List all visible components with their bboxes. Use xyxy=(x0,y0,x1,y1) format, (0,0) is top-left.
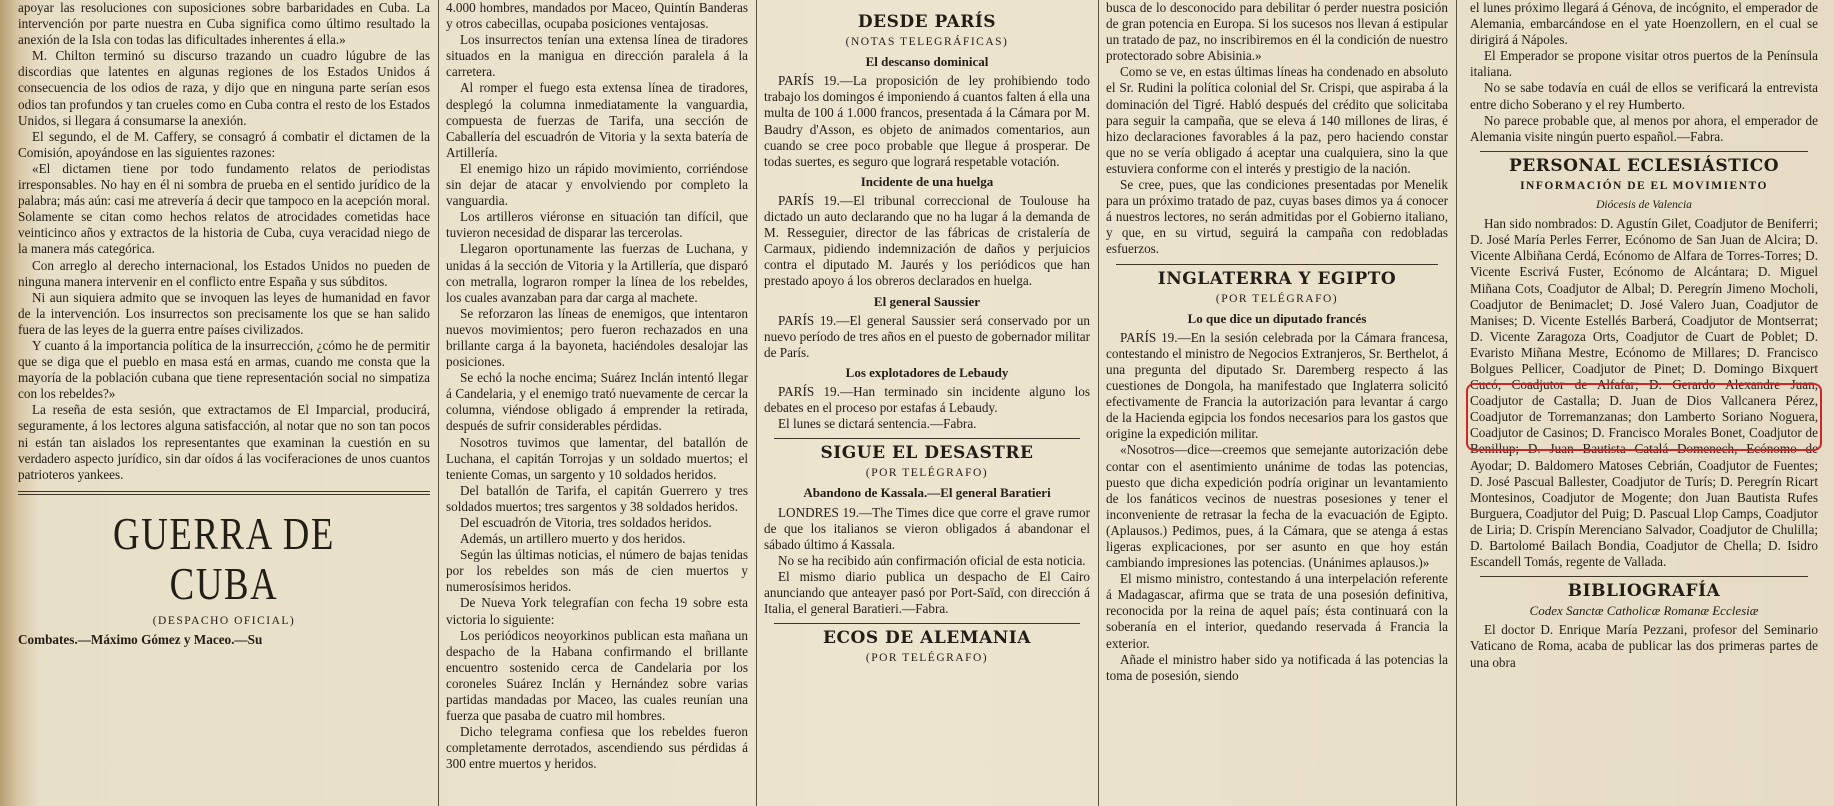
section-divider xyxy=(18,491,430,495)
col1-paragraphs xyxy=(18,0,430,483)
section-heading-ecos-de-alemania: ECOS DE ALEMANIA xyxy=(823,628,1031,649)
section-divider xyxy=(1116,264,1438,265)
section-heading-desde-paris: DESDE PARÍS xyxy=(857,12,997,32)
paragraph: PARÍS 19.—La proposición de ley prohibiendo todo trabajo los domingos é imponiendo á cuantos falten á ella una multa de 100 á 1.000 francos, presentada á la Cámara por M. Baudry d'Asson, es objeto de animados comentarios, aun cuando se cree poco probable que llegue á prosperar. De todas suertes, es seguro que logrará respetable votación. xyxy=(764,73,1090,169)
paragraph: El doctor D. Enrique María Pezzani, profesor del Seminario Vaticano de Roma, acaba de publicar las dos primeras partes de una obra xyxy=(1470,622,1818,670)
paragraph: Como se ve, en estas últimas líneas ha condenado en absoluto el Sr. Rudini la política colonial del Sr. Crispi, que aspiraba á la dominación del Tigré. Habló después del crédito que solicitaba para seguir la campaña, que se eleva á 140 millones de liras, é hizo declaraciones favorables á la paz, pero haciendo constar que no se vería obligado á aceptar una cualquiera, sino la que estuviera conforme con el interés y prestigio de la nación. xyxy=(1106,64,1448,176)
paragraph: PARÍS 19.—El general Saussier será conservado por un nuevo período de tres años en el puesto de gobernador militar de París. xyxy=(764,312,1090,360)
paragraph: No parece probable que, al menos por ahora, el emperador de Alemania visite ningún puerto español.—Fabra. xyxy=(1470,112,1818,144)
paragraph: Y cuanto á la importancia política de la insurrección, ¿cómo he de permitir que se diga que el pueblo en masa está en armas, cuando me consta que la mayoría de la población cubana que tiene representación social no simpatiza con los rebeldes?» xyxy=(18,337,430,402)
article-title: Lo que dice un diputado francés xyxy=(1187,310,1367,326)
section-divider xyxy=(1480,151,1808,152)
paragraph: El lunes se dictará sentencia.—Fabra. xyxy=(778,416,977,432)
paragraph: No se ha recibido aún confirmación oficial de esta noticia. xyxy=(778,552,1086,568)
paragraph: busca de lo desconocido para debilitar ó perder nuestra posición de gran potencia en Europa. Si los sucesos nos llevan á estipular un tratado de paz, no inscribiremos en él la condición de nuestro protectorado sobre Abisinia.» xyxy=(1106,0,1448,64)
paragraph: El Emperador se propone visitar otros puertos de la Península italiana. xyxy=(1470,48,1818,80)
book-title: Codex Sanctæ Catholicæ Romanæ Ecclesiæ xyxy=(1529,603,1759,619)
paragraph: Al romper el fuego esta extensa línea de tiradores, desplegó la columna inmediatamente la vanguardia, compuesta de fuerzas de Tarifa, una sección de Caballería del escuadrón de Vitoria y la sexta batería de Artillería. xyxy=(446,80,748,160)
paragraph: Llegaron oportunamente las fuerzas de Luchana, y unidas á la sección de Vitoria y la Artillería, que disparó con metralla, lograron romper la línea de los rebeldes, los cuales avanzaban para dar carga al machete. xyxy=(446,241,748,305)
column-3 xyxy=(764,0,1090,806)
column-1 xyxy=(18,0,430,806)
section-divider xyxy=(774,438,1080,439)
paragraph: El segundo, el de M. Caffery, se consagró á combatir el dictamen de la Comisión, apoyándose en las siguientes razones: xyxy=(18,128,430,160)
paragraph: Según las últimas noticias, el número de bajas tenidas por los rebeldes son más de cien muertos y numerosísimos heridos. xyxy=(446,547,748,595)
highlight-box xyxy=(1466,383,1822,451)
column-rule xyxy=(438,0,439,806)
paragraph: PARÍS 19.—Han terminado sin incidente alguno los debates en el proceso por estafas á Lebaudy. xyxy=(764,383,1090,416)
section-heading-guerra-de-cuba: GUERRA DE CUBA xyxy=(113,507,335,609)
column-rule xyxy=(1098,0,1099,806)
paragraph: Combates.—Máximo Gómez y Maceo.—Su xyxy=(18,631,263,647)
article-title: Los explotadores de Lebaudy xyxy=(845,364,1009,380)
column-4 xyxy=(1106,0,1448,806)
section-subheading: (POR TELÉGRAFO) xyxy=(865,652,989,665)
column-2 xyxy=(446,0,748,806)
paragraph: apoyar las resoluciones con suposiciones sobre barbaridades en Cuba. La intervención por parte nuestra en Cuba significa como último resultado la anexión de la Isla con todas las dificultades inherentes á ella.» xyxy=(18,0,430,48)
paragraph: Del escuadrón de Vitoria, tres soldados heridos. xyxy=(460,515,712,530)
paragraph: No se sabe todavía en cuál de ellos se verificará la entrevista entre dicho Soberano y el rey Humberto. xyxy=(1470,80,1818,112)
paragraph: «El dictamen tiene por todo fundamento relatos de periodistas irresponsables. No hay en él ni sombra de prueba en el sentido jurídico de la palabra; más aún: casi me atrevería á decir que tampoco en la acepción moral. Solamente se citan como hechos relatos de atrocidades cometidas hace veinticinco años y extractos de la historia de Cuba, cuya veracidad niego de la manera más categórica. xyxy=(18,160,430,257)
paragraph: Añade el ministro haber sido ya notificada á las potencias la toma de posesión, siendo xyxy=(1106,651,1448,683)
section-subheading: (POR TELÉGRAFO) xyxy=(865,467,989,480)
diocese-label: Diócesis de Valencia xyxy=(1596,199,1692,212)
paragraph: Los insurrectos tenían una extensa línea de tiradores situados en la manigua en dirección paralela á la carretera. xyxy=(446,32,748,80)
article-title: El descanso dominical xyxy=(865,54,989,70)
paragraph: LONDRES 19.—The Times dice que corre el grave rumor de que los italianos se vieron obligados á abandonar el sábado último á Kassala. xyxy=(764,504,1090,552)
paragraph: Ni aun siquiera admito que se invoquen las leyes de humanidad en favor de la intervención. Los insurrectos son precisamente los que se han salido fuera de las leyes de la guerra entre países civilizados. xyxy=(18,289,430,337)
paragraph: el lunes próximo llegará á Génova, de incógnito, el emperador de Alemania, embarcándose en el yate Hoenzollern, en el cual se dirigirá á Nápoles. xyxy=(1470,0,1818,48)
paragraph: Con arreglo al derecho internacional, los Estados Unidos no pueden de ninguna manera intervenir en el conflicto entre España y sus súbditos. xyxy=(18,257,430,289)
paragraph: La reseña de esta sesión, que extractamos de El Imparcial, producirá, seguramente, á los lectores alguna satisfacción, al notar que no son tan pocos ni están tan aislados los representantes que examinan la cuestión en su verdadero aspecto jurídico, sin dar oídos á las vociferaciones de unos cuantos patrioteros yankees. xyxy=(18,402,430,482)
section-heading-inglaterra-y-egipto: INGLATERRA Y EGIPTO xyxy=(1157,268,1397,289)
section-divider xyxy=(774,623,1080,624)
paragraph: Se echó la noche encima; Suárez Inclán intentó llegar á Candelaria, y el enemigo trató nuevamente de cercar la columna, viéndose obligado á emprender la retirada, después de sufrir considerables pérdidas. xyxy=(446,370,748,434)
section-subheading: (DESPACHO OFICIAL) xyxy=(152,614,296,627)
paragraph: El mismo ministro, contestando á una interpelación referente á Madagascar, afirma que se trata de una posesión definitiva, reconocida por la reina de aquel país; ésta continuará con la soberanía en el interior, quedando reservada á Francia la exterior. xyxy=(1106,571,1448,651)
column-rule xyxy=(756,0,757,806)
article-title: El general Saussier xyxy=(873,293,981,309)
paragraph: Se cree, pues, que las condiciones presentadas por Menelik para un próximo tratado de paz, cuyas bases dimos ya á conocer á nuestros lectores, no serán admitidas por el Gobierno italiano, y que, en su virtud, seguirá la campaña con redobladas esfuerzos. xyxy=(1106,177,1448,257)
paragraph: 4.000 hombres, mandados por Maceo, Quintín Banderas y otros cabecillas, ocupaba posiciones ventajosas. xyxy=(446,0,748,32)
section-heading-bibliografia: BIBLIOGRAFÍA xyxy=(1567,581,1721,602)
appointments-paragraph: Han sido nombrados: D. Agustín Gilet, Coadjutor de Beniferri; D. José María Perles Ferrer, Ecónomo de San Juan de Alcira; D. Vicente Albiñana Cerdá, Ecónomo de Alfara de Torres-Torres; D. Vicente Escrivá Fuster, Ecónomo de Alcántara; D. Miguel Miñana Cots, Coadjutor de Albal; D. Peregrín Jimeno Mocholi, Coadjutor de Benimaclet; D. José Valero Juan, Coadjutor de Manises; D. Vicente Estellés Barberá, Coadjutor de Montserrat; D. Vicente Zaragoza Orts, Coadjutor de Cuart de Poblet; D. Evaristo Miñana Mestre, Ecónomo de Millares; D. Francisco Bolgues Pellicer, Coadjutor de Pinet; D. Domingo Bixquert Cucó, Coadjutor de Alfafar; D. Gerardo Alexandre Juan, Coadjutor de Castalla; D. Juan de Dios Vallcanera Pérez, Coadjutor de Torremanzanas; don Lamberto Soriano Noguera, Coadjutor de Casinos; D. Francisco Morales Bonet, Coadjutor de Benillup; D. Juan Bautista Catalá Domenech, Ecónomo de Ayodar; D. Baldomero Matoses Cebrián, Coadjutor de Fuentes; D. José Pascual Ballester, Coadjutor de Turís; D. Peregrín Ricart Montesinos, Coadjutor de Mogente; don Juan Bautista Rufes Burguera, Coadjutor del Puig; D. Pascual Llop Camps, Coadjutor de Liria; D. Crispín Merenciano Salvador, Coadjutor de Chulilla; D. Bartolomé Bailach Bondia, Coadjutor de Chella; D. Isidro Escandell Tomás, regente de Vallada. xyxy=(1470,216,1818,570)
paragraph: El enemigo hizo un rápido movimiento, corriéndose sin dejar de atacar y envolviendo por completo la vanguardia. xyxy=(446,160,748,209)
paragraph: Del batallón de Tarifa, el capitán Guerrero y tres soldados muertos; tres sargentos y 38 soldados heridos. xyxy=(446,482,748,514)
section-heading-personal-eclesiastico: PERSONAL ECLESIÁSTICO xyxy=(1508,155,1780,176)
paragraph: Los artilleros viéronse en situación tan difícil, que tuvieron necesidad de disparar las tercerolas. xyxy=(446,209,748,241)
section-subheading: (POR TELÉGRAFO) xyxy=(1215,292,1339,305)
paragraph: El mismo diario publica un despacho de El Cairo anunciando que anteayer pasó por Port-Saïd, con dirección á Italia, el general Baratieri.—Fabra. xyxy=(764,568,1090,617)
paragraph: De Nueva York telegrafían con fecha 19 sobre esta victoria lo siguiente: xyxy=(446,595,748,627)
section-divider xyxy=(1480,576,1808,577)
paragraph: Además, un artillero muerto y dos heridos. xyxy=(460,531,686,547)
paragraph: PARÍS 19.—En la sesión celebrada por la Cámara francesa, contestando el ministro de Negocios Extranjeros, Sr. Berthelot, á una pregunta del diputado Sr. Daremberg respecto á las cuestiones de Dongola, ha manifestado que Inglaterra solicitó efectivamente de Francia la autorización para levantar á cargo de la Hacienda egipcia los fondos necesarios para los gastos que origine la expedición militar. xyxy=(1106,329,1448,442)
article-title: Abandono de Kassala.—El general Baratieri xyxy=(803,485,1051,501)
paragraph: M. Chilton terminó su discurso trazando un cuadro lúgubre de las discordias que latentes en algunas regiones de los Estados Unidos á consecuencia de los odios de raza, y dijo que en ninguna parte serían esos odios tan profundos y tan crueles como en Cuba contra el resto de los Estados Unidos, si llegara á consumarse la anexión. xyxy=(18,48,430,128)
paragraph: PARÍS 19.—El tribunal correccional de Toulouse ha dictado un auto declarando que no ha lugar á la demanda de M. Resseguier, director de las fábricas de cristalería de Carmaux, pidiendo indemnización de daños y perjuicios contra el diputado M. Jaurés y los periódicos que han prestado apoyo á los obreros declarados en huelga. xyxy=(764,192,1090,289)
paragraph: Nosotros tuvimos que lamentar, del batallón de Luchana, el capitán Torrojas y un soldado muertos; el teniente Comas, un sargento y 10 soldados heridos. xyxy=(446,434,748,482)
paragraph: Dicho telegrama confiesa que los rebeldes fueron completamente derrotados, ascendiendo sus pérdidas á 300 entre muertos y heridos. xyxy=(446,724,748,772)
paragraph: «Nosotros—dice—creemos que semejante autorización debe contar con el asentimiento unánime de todas las potencias, puesto que dicha expedición podría originar un levantamiento de los fanáticos vecinos de nuestras posesiones y tener el inconveniente de retrasar la fecha de la evacuación de Egipto. (Aplausos.) Pedimos, pues, á la Cámara, que se atenga á estas ligeras explicaciones, por ser asunto en que hoy están cambiando impresiones las potencias. (Unánimes aplausos.)» xyxy=(1106,442,1448,571)
paragraph: Se reforzaron las líneas de enemigos, que intentaron nuevos movimientos; pero fueron rechazados en una brillante carga á la bayoneta, haciéndoles desalojar las posiciones. xyxy=(446,305,748,370)
article-title: Incidente de una huelga xyxy=(860,173,994,189)
section-subheading: INFORMACIÓN DE EL MOVIMIENTO xyxy=(1520,179,1768,192)
paragraph: Los periódicos neoyorkinos publican esta mañana un despacho de la Habana confirmando el brillante encuentro sostenido cerca de Candelaria por los coroneles Suárez Inclán y Hernández sobre varias partidas mandadas por Maceo, las cuales reunían una fuerza que pasaba de cuatro mil hombres. xyxy=(446,627,748,724)
section-subheading: (NOTAS TELEGRÁFICAS) xyxy=(845,36,1009,49)
column-rule xyxy=(1456,0,1457,806)
section-heading-sigue-el-desastre: SIGUE EL DESASTRE xyxy=(820,443,1034,464)
